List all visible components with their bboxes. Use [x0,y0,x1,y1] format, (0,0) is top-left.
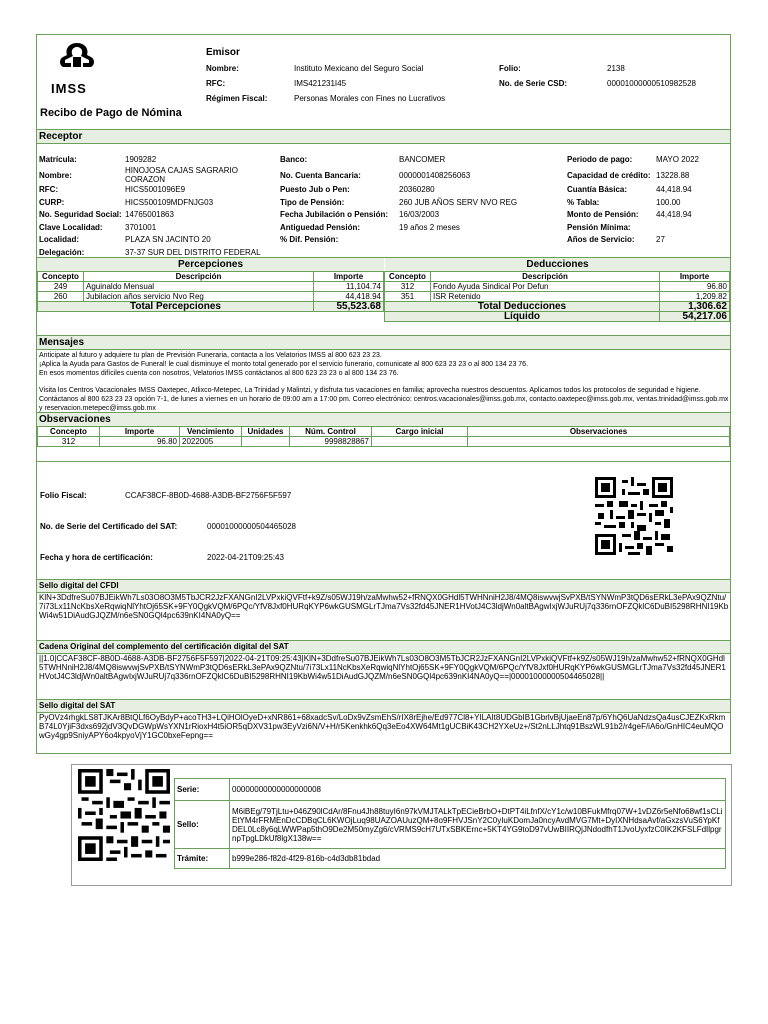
ded-col-concepto: Concepto [385,272,431,282]
emisor-nombre: Instituto Mexicano del Seguro Social [294,64,424,73]
receptor-cuota: 44,418.94 [656,185,692,194]
timbre-box [71,764,732,886]
receptor-antig-label: Antiguedad Pensión: [280,223,360,232]
receptor-nss-label: No. Seguridad Social: [39,210,122,219]
receptor-tipo: 260 JUB AÑOS SERV NVO REG [399,198,518,207]
perc-desc: Aguinaldo Mensual [84,282,314,292]
logo-text: IMSS [51,81,87,96]
emisor-rfc: IMS421231I45 [294,79,347,88]
receptor-nss: 14765001863 [125,210,174,219]
sello-cfdi-text: KlN+3DdfreSu07BJEikWh7Ls03O8O3M5TbJCR2JzFXANGnI2LVPxkiQVFtf+k9Z/s05WJ19h/zaMwhw52+fRNQX0GHdl5TWHNniH2J8/4MQ8iswvwjSvPXB/tSYNWmP3tQD6sERkL3ePAx9QZNtu/7i73Lx11NcKbsXeRqwiqNlYhtOj65SK+9FY0QgkVQM/6PQc/YfV8Jxf0HURqKYP6wkGUSMGLrTJma7Vs32fd45JNER1HVotJ4C3ldjWn0altBAgwIxjWJuRUj7q336rnOFZQklC6DuBI5298RHNI19KbWi4w51DiAudGJQZM/n6eSN0GQl4pc639nKI4NA0yQ== [39,593,729,620]
receptor-nombre-2: CORAZON [125,175,165,184]
obs-col-control: Núm. Control [290,427,372,437]
ded-concepto: 312 [385,282,431,292]
qr-code-icon [78,769,170,861]
timbre-tramite: b999e286-f82d-4f29-816b-c4d3db81bdad [230,849,726,869]
ded-desc: Fondo Ayuda Sindical Por Defun [431,282,660,292]
obs-vencimiento: 2022005 [180,437,242,447]
receptor-localidad: PLAZA SN JACINTO 20 [125,235,211,244]
emisor-folio: 2138 [607,64,625,73]
ded-col-descripcion: Descripción [431,272,660,282]
obs-col-vencimiento: Vencimiento [180,427,242,437]
observaciones-table [37,426,730,447]
receptor-curp-label: CURP: [39,198,65,207]
receptor-puesto: 20360280 [399,185,435,194]
perc-col-importe: Importe [314,272,384,282]
table-row [38,282,384,292]
document-title: Recibo de Pago de Nómina [40,107,182,119]
receptor-anos-label: Años de Servicio: [567,235,635,244]
receptor-delegacion: 37-37 SUR DEL DISTRITO FEDERAL [125,248,261,257]
deducciones-table [384,271,730,322]
receptor-rfc-label: RFC: [39,185,59,194]
obs-col-unidades: Unidades [242,427,290,437]
timbre-sello: M6iBEg/79TjLtu+046Z90lCdAr/8Fnu4Jh88tuyI6n97kVMJTALkTpECieBrbO+DtPT4iLfnfX/cY1c/w10BFukMfrq07W+1vDZ6r5eNfo68wf1sCLiEtYM4rFRMEnDcCDBqCL6KWOjLuq98UAZOAUuzQM+8o9FHVJSnY2C0yIuKDomJa0ncyAvdMVG7Mt+DyIXNHdsaAvf/aGxzsVuS6YpKfDEL0Lc8y6qLWWPap5thO9De2M50myZg6/cVRMS9cH7UTxSBKErnc+5KT4YG9toD97vUwBIIRQjJNdodfhT1JvoUyxfzC0IK2KFSLFdIlpgrnpTpgLDkUf8lgX138w== [230,801,726,849]
obs-col-concepto: Concepto [38,427,100,437]
obs-col-importe: Importe [100,427,180,437]
receptor-clave: 3701001 [125,223,157,232]
emisor-folio-label: Folio: [499,64,521,73]
percepciones-heading: Percepciones [37,258,384,271]
receptor-cuenta-label: No. Cuenta Bancaria: [280,171,361,180]
receptor-anos: 27 [656,235,665,244]
emisor-heading: Emisor [206,47,240,58]
receptor-curp: HICS500109MDFNJG03 [125,198,214,207]
timbre-sello-label: Sello: [175,801,230,849]
receptor-delegacion-label: Delegación: [39,248,85,257]
receptor-capacidad-label: Capacidad de crédito: [567,171,651,180]
timbre-table [174,778,726,869]
receptor-capacidad: 13228.88 [656,171,690,180]
obs-col-observaciones: Observaciones [468,427,730,437]
receipt-page [36,34,731,754]
table-row [38,292,384,302]
cadena-heading: Cadena Original del complemento del certificación digital del SAT [37,640,730,654]
mensaje-1: Anticipate al futuro y adquiere tu plan de Previsión Funeraria, contacta a los Velatorios IMSS al 800 623 23 23. [39,352,382,359]
perc-concepto: 249 [38,282,84,292]
folio-fiscal-label: Folio Fiscal: [40,491,87,500]
percepciones-table [37,271,384,312]
receptor-nombre-label: Nombre: [39,171,72,180]
emisor-regimen: Personas Morales con Fines no Lucrativos [294,94,446,103]
receptor-cuota-label: Cuantía Básica: [567,185,628,194]
qr-code-icon [595,477,673,555]
perc-importe: 11,104.74 [314,282,384,292]
total-percepciones: 55,523.68 [314,302,384,312]
perc-col-descripcion: Descripción [84,272,314,282]
receptor-tabla-label: % Tabla: [567,198,600,207]
cadena-text: ||1.0|CCAF38CF-8B0D-4688-A3DB-BF2756F5F597|2022-04-21T09:25:43|KlN+3DdfreSu07BJEikWh7Ls03O8O3M5TbJCR2JzFXANGnI2LVPxkiQVFtf+k9Z/s05WJ19h/zaMwhw52+fRNQX0GHdl5TWHNniH2J8/4MQ8iswvwjSvPXB/tSYNWmP3tQD6sERkL3ePAx9QZNtu/7i73Lx11NcKbsXeRqwiqNlYhtOj65SK+9FY0QgkVQM/6PQc/YfV8Jxf0HURqKYP6wkGUSMGLrTJma7Vs32fd45JNER1HVotJ4C3ldjWn0altBAgwIxjWJuRUj7q336rnOFZQklC6DuBI5298RHNI19KbWi4w51DiAudGJQZM/n6eSN0GQl4pc639nKI4NA0yQ==|00001000000504465028|| [39,654,726,681]
ded-desc: ISR Retenido [431,292,660,302]
deducciones-heading: Deducciones [385,258,730,271]
receptor-tabla: 100.00 [656,198,681,207]
perc-desc: Jubilacion años servicio Nvo Reg [84,292,314,302]
receptor-banco: BANCOMER [399,155,446,164]
timbre-serie: 00000000000000000008 [230,779,726,801]
mensaje-2: ¡Aplica la Ayuda para Gastos de Funeral! le cual disminuye el monto total generado por el servicio funerario, comunicate al 800 623 23 23 o al 800 134 23 76. [39,361,529,368]
receptor-dif-label: % Dif. Pensión: [280,235,339,244]
receptor-minima-label: Pensión Mínima: [567,223,631,232]
receptor-rfc: HICS5001096E9 [125,185,186,194]
ded-concepto: 351 [385,292,431,302]
receptor-periodo: MAYO 2022 [656,155,699,164]
mensaje-4: Visita los Centros Vacacionales IMSS Oaxtepec, Atlixco-Metepec, La Trinidad y Malintzi, y disfruta tus vacaciones en familia; aprovecha nuestros descuentos. Aplicamos todos los protocolos de seguridad e higiene. Contáctanos al 800 623 23 23 opción 7-1, de lunes a viernes en un horario de 09:00 am a 17:00 pm. Correo electrónico: centros.vacacionales@imss.gob.mx, contacto.oaxtepec@imss.gob.mx, ventas.trinidad@imss.gob.mx y reservacion.metepec@imss.gob.mx [39,387,729,412]
obs-importe: 96.80 [100,437,180,447]
receptor-clave-label: Clave Localidad: [39,223,103,232]
mensaje-3: En esos momentos difíciles cuenta con nosotros, Velatorios IMSS contáctanos al 800 623 23 23 o al 800 134 23 76. [39,370,399,377]
receptor-nombre-1: HINOJOSA CAJAS SAGRARIO [125,166,238,175]
emisor-rfc-label: RFC: [206,79,226,88]
emisor-serie-label: No. de Serie CSD: [499,79,568,88]
receptor-tipo-label: Tipo de Pensión: [280,198,345,207]
ded-importe: 1,209.82 [660,292,730,302]
receptor-monto: 44,418.94 [656,210,692,219]
imss-logo [51,41,103,81]
sello-sat-text: PyOVz4rhgkLS8TJKAr8BtQLf6OyBdyP+acoTH3+LQiHOlOyeD+xNR861+68xadcSv/LoDx9vZsmEhS/rIX8rEjhe/Ed977Cl8+YILAIt8UDGbIB1GbrlvBjUjaeEn87p/6YhQ6UaNdzsQa4usCJEZKxRkmB74L0YjiF3dxs692jdV3QvDGWpWsYXN1rRioxH4t5iOR5qDXV31pw3EyVzi6N/V+H/r5Kenkhk6Qq3eEo4XW64Mt1gUCBiK43CH2YXeUz+/St2nLLJhtq91BszWL91b2/r4geF/iA6o/GnHIC4euMQOwGy4gp9SniyAPY6o4kpyoVjY1GC0bxeFepng== [39,713,726,740]
total-percepciones-label: Total Percepciones [38,302,314,312]
mensajes-heading: Mensajes [37,335,730,350]
receptor-heading: Receptor [37,129,730,144]
obs-col-cargo: Cargo inicial [372,427,468,437]
perc-concepto: 260 [38,292,84,302]
table-row [385,292,730,302]
obs-concepto: 312 [38,437,100,447]
receptor-cuenta: 0000001408256063 [399,171,471,180]
receptor-puesto-label: Puesto Jub o Pen: [280,185,350,194]
emisor-regimen-label: Régimen Fiscal: [206,94,268,103]
fecha-cert-label: Fecha y hora de certificación: [40,553,153,562]
receptor-monto-label: Monto de Pensión: [567,210,639,219]
receptor-matricula-label: Matrícula: [39,155,77,164]
obs-cargo [372,437,468,447]
receptor-antig: 19 años 2 meses [399,223,460,232]
cert-sat-label: No. de Serie del Certificado del SAT: [40,522,178,531]
obs-unidades [242,437,290,447]
total-deducciones: 1,306.62 [660,302,730,312]
liquido: 54,217.06 [660,312,730,322]
timbre-tramite-label: Trámite: [175,849,230,869]
folio-fiscal: CCAF38CF-8B0D-4688-A3DB-BF2756F5F597 [125,491,292,500]
cert-sat: 00001000000504465028 [207,522,296,531]
receptor-localidad-label: Localidad: [39,235,80,244]
perc-col-concepto: Concepto [38,272,84,282]
receptor-banco-label: Banco: [280,155,308,164]
perc-importe: 44,418.94 [314,292,384,302]
table-row [385,282,730,292]
liquido-label: Líquido [385,312,660,322]
fecha-cert: 2022-04-21T09:25:43 [207,553,284,562]
receptor-periodo-label: Periodo de pago: [567,155,633,164]
receptor-fecha: 16/03/2003 [399,210,440,219]
timbre-serie-label: Serie: [175,779,230,801]
receptor-matricula: 1909282 [125,155,157,164]
observaciones-heading: Observaciones [37,412,730,427]
table-row [38,437,730,447]
emisor-serie: 00001000000510982528 [607,79,696,88]
total-deducciones-label: Total Deducciones [385,302,660,312]
receptor-fecha-label: Fecha Jubilación o Pensión: [280,210,389,219]
obs-observaciones [468,437,730,447]
ded-importe: 96.80 [660,282,730,292]
sello-cfdi-heading: Sello digital del CFDI [37,579,730,593]
emisor-nombre-label: Nombre: [206,64,239,73]
ded-col-importe: Importe [660,272,730,282]
sello-sat-heading: Sello digital del SAT [37,699,730,713]
obs-control: 9998828867 [290,437,372,447]
